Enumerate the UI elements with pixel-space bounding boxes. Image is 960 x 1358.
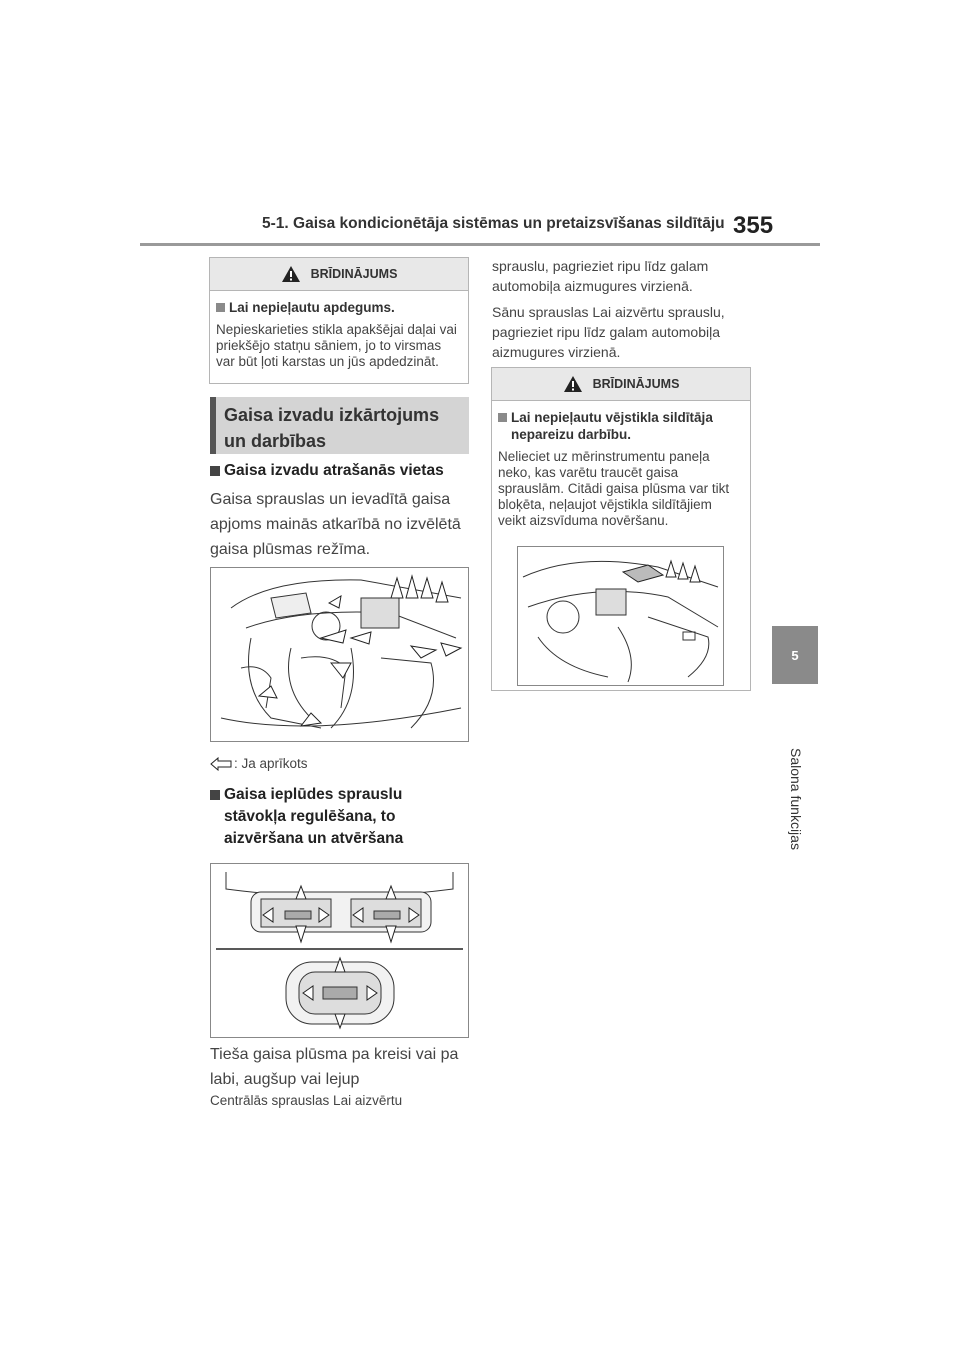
optional-arrow-icon xyxy=(210,757,232,771)
right-para-1: sprauslu, pagrieziet ripu līdz galam automobiļa aizmugures virzienā. xyxy=(492,258,709,294)
figure-vent-locations xyxy=(210,567,469,742)
vent-adjust-illustration xyxy=(211,864,468,1037)
bullet-square-icon xyxy=(210,790,220,800)
warning-box-burns xyxy=(209,257,469,384)
warning-body: Nelieciet uz mērinstrumentu paneļa neko, kas varētu traucēt gaisa sprauslām. Citādi gaisa plūsma var tikt bloķēta, neļaujot vējstikla sildītājiem veikt aizsvīduma novēršanu. xyxy=(498,449,730,528)
warning-title: Lai nepieļautu vējstikla sildītāja nepareizu darbību. xyxy=(511,410,713,442)
warning-heading: BRĪDINĀJUMS xyxy=(592,377,680,391)
page-number: 355 xyxy=(733,212,774,239)
dashboard-illustration xyxy=(518,547,723,685)
adjust-direction-text: Tieša gaisa plūsma pa kreisi vai pa labi, augšup vai lejup xyxy=(210,1046,459,1088)
warning-title: Lai nepieļautu apdegums. xyxy=(229,300,395,315)
warning-header xyxy=(492,368,750,401)
right-para-2: Sānu sprauslas Lai aizvērtu sprauslu, pagrieziet ripu līdz galam automobiļa aizmugures virzienā. xyxy=(492,304,725,360)
subsection-heading-locations: Gaisa izvadu atrašanās vietas xyxy=(210,460,470,482)
warning-triangle-icon xyxy=(281,265,301,283)
warning-body: Nepieskarieties stikla apakšējai daļai vai priekšējo statņu sāniem, jo to virsmas var būt ļoti karstas un jūs apdedzināt. xyxy=(216,322,457,369)
section-title: Gaisa izvadu izkārtojums un darbības xyxy=(210,397,469,454)
chapter-tab: 5 xyxy=(772,626,818,684)
figure-dashboard-obstruction xyxy=(517,546,724,686)
legend xyxy=(210,756,308,771)
warning-header xyxy=(210,258,468,291)
warning-triangle-icon xyxy=(563,375,583,393)
car-interior-illustration xyxy=(211,568,468,741)
chapter-title: 5-1. Gaisa kondicionētāja sistēmas un pretaizsvīšanas sildītāju xyxy=(262,215,725,232)
bullet-square-icon xyxy=(498,413,507,422)
warning-box-defogger xyxy=(491,367,751,691)
chapter-label: Salona funkcijas xyxy=(788,748,804,850)
bullet-square-icon xyxy=(216,303,225,312)
legend-text: : Ja aprīkots xyxy=(234,756,308,771)
warning-heading: BRĪDINĀJUMS xyxy=(310,267,398,281)
bullet-square-icon xyxy=(210,466,220,476)
subsection-text-locations: Gaisa sprauslas un ievadītā gaisa apjoms mainās atkarībā no izvēlētā gaisa plūsmas režīma. xyxy=(210,491,461,558)
subsection-heading-adjust: Gaisa ieplūdes sprauslu stāvokļa regulēšana, to aizvēršana un atvēršana xyxy=(210,784,440,850)
header-rule xyxy=(140,243,820,246)
figure-vent-adjust xyxy=(210,863,469,1038)
center-vents-caption: Centrālās sprauslas Lai aizvērtu xyxy=(210,1093,403,1108)
